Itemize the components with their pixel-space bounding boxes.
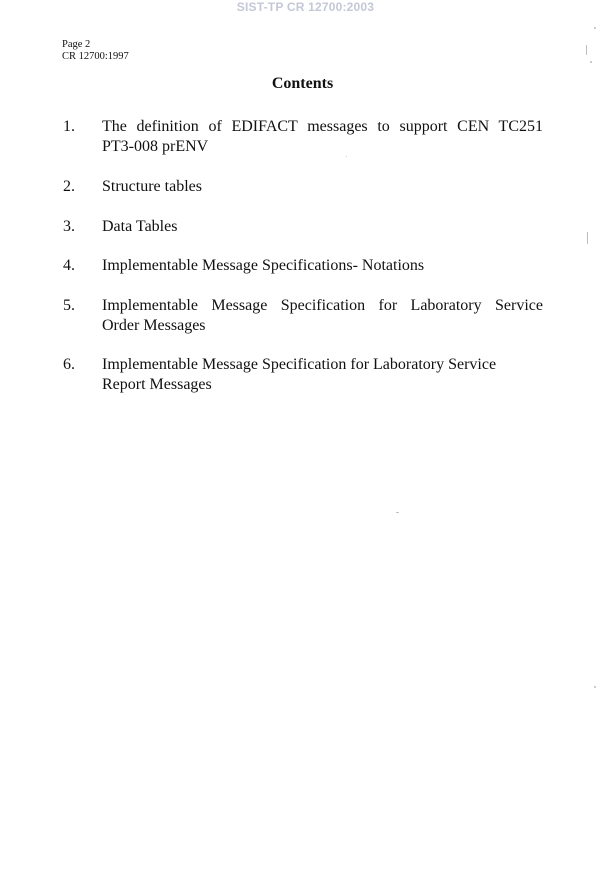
- watermark: SIST-TP CR 12700:2003: [236, 0, 375, 14]
- page-header: [62, 39, 129, 63]
- toc-number: 6.: [63, 356, 75, 373]
- toc-text: Data Tables: [102, 218, 178, 235]
- page-number: Page 2: [62, 39, 91, 50]
- toc-number: 3.: [63, 218, 75, 235]
- contents-title-text: Contents: [271, 75, 334, 92]
- toc-entry-4: [63, 256, 543, 276]
- toc-entry-2: [63, 177, 543, 197]
- toc-line: Order Messages: [102, 317, 206, 334]
- scan-speck: [587, 232, 588, 244]
- toc-entry-6: [63, 355, 543, 395]
- toc-number: 5.: [63, 297, 75, 314]
- toc-line: Report Messages: [102, 376, 212, 393]
- toc-entry-5: [63, 296, 543, 336]
- document-id: CR 12700:1997: [62, 51, 129, 62]
- toc-number: 2.: [63, 178, 75, 195]
- toc-text: [102, 296, 543, 336]
- toc-text: Implementable Message Specifications- Notations: [102, 257, 425, 274]
- toc-text: [102, 355, 543, 395]
- toc-line: The definition of EDIFACT messages to support CEN TC251: [102, 118, 543, 135]
- toc-line: Implementable Message Specification for Laboratory Service: [102, 356, 497, 373]
- scan-speck: [590, 61, 592, 63]
- toc-line: PT3-008 prENV: [102, 138, 209, 155]
- toc-number: 4.: [63, 257, 75, 274]
- toc-line: Implementable Message Specification for Laboratory Service: [102, 297, 543, 314]
- scan-speck: [396, 512, 399, 513]
- scan-speck: [594, 27, 596, 29]
- toc-entry-1: [63, 117, 543, 157]
- toc-number: 1.: [63, 118, 75, 135]
- scan-speck: [346, 156, 347, 157]
- toc-text: [102, 117, 543, 157]
- scan-speck: [594, 686, 596, 688]
- contents-heading: [0, 75, 611, 93]
- toc-entry-3: [63, 217, 543, 237]
- toc-text: Structure tables: [102, 178, 202, 195]
- table-of-contents: [63, 117, 543, 395]
- scan-speck: [586, 45, 587, 55]
